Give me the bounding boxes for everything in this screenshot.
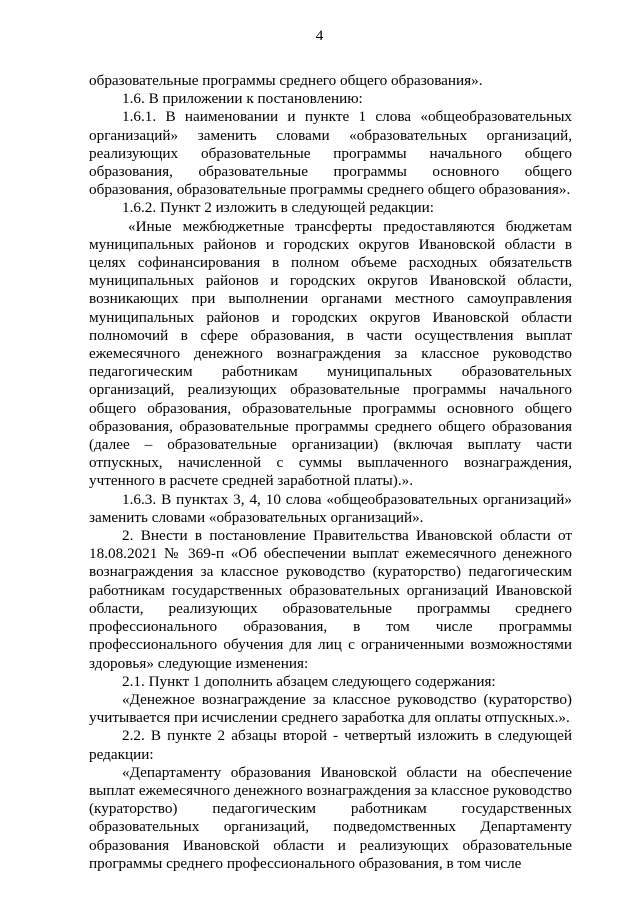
paragraph-1-6-2: 1.6.2. Пункт 2 изложить в следующей редакции: xyxy=(122,199,435,217)
page-number: 4 xyxy=(315,27,324,44)
document-body xyxy=(89,72,572,873)
paragraph-continuation: образовательные программы среднего общего образования». xyxy=(89,72,483,89)
paragraph-1-6: 1.6. В приложении к постановлению: xyxy=(122,90,363,108)
paragraph-1-6-1: 1.6.1. В наименовании и пункте 1 слова «общеобразовательных организаций» заменить словами «образовательных организаций, реализующих образовательные программы начального общего образования, образовательные программы основного общего образования, образовательные программы среднего общего образования». xyxy=(89,108,572,199)
paragraph-quote-transfers: «Иные межбюджетные трансферты предоставляются бюджетам муниципальных районов и городских округов Ивановской области в целях софинансирования в полном объеме расходных обязательств муниципальных районов и городских округов Ивановской области, возникающих при выполнении органами местного самоуправления муниципальных районов и городских округов Ивановской области полномочий в сфере образования, в части осуществления выплат ежемесячного денежного вознаграждения за классное руководство педагогическим работникам муниципальных образовательных организаций, реализующих образовательные программы начального общего образования, образовательные программы основного общего образования, образовательные программы среднего общего образования (далее – образовательные организации) (включая выплату части отпускных, начисленной с суммы выплаченного вознаграждения, учтенного в расчете средней заработной платы).». xyxy=(89,217,572,490)
paragraph-quote-department: «Департаменту образования Ивановской области на обеспечение выплат ежемесячного денежного вознаграждения за классное руководство (кураторство) педагогическим работникам государственных образовательных организаций, подведомственных Департаменту образования Ивановской области и реализующих образовательные программы среднего профессионального образования, в том числе xyxy=(89,763,572,872)
paragraph-2-1: 2.1. Пункт 1 дополнить абзацем следующего содержания: xyxy=(122,672,496,690)
paragraph-2-2: 2.2. В пункте 2 абзацы второй - четвертый изложить в следующей редакции: xyxy=(89,727,572,763)
paragraph-1-6-3: 1.6.3. В пунктах 3, 4, 10 слова «общеобразовательных организаций» заменить словами «образовательных организаций». xyxy=(89,490,572,526)
paragraph-quote-remuneration: «Денежное вознаграждение за классное руководство (кураторство) учитывается при исчислении среднего заработка для оплаты отпускных.». xyxy=(89,690,572,727)
paragraph-2: 2. Внести в постановление Правительства Ивановской области от 18.08.2021 № 369-п «Об обеспечении выплат ежемесячного денежного вознаграждения за классное руководство (кураторство) педагогическим работникам государственных образовательных организаций Ивановской области, реализующих образовательные программы среднего профессионального образования, в том числе программы профессионального обучения для лиц с ограниченными возможностями здоровья» следующие изменения: xyxy=(89,527,572,672)
